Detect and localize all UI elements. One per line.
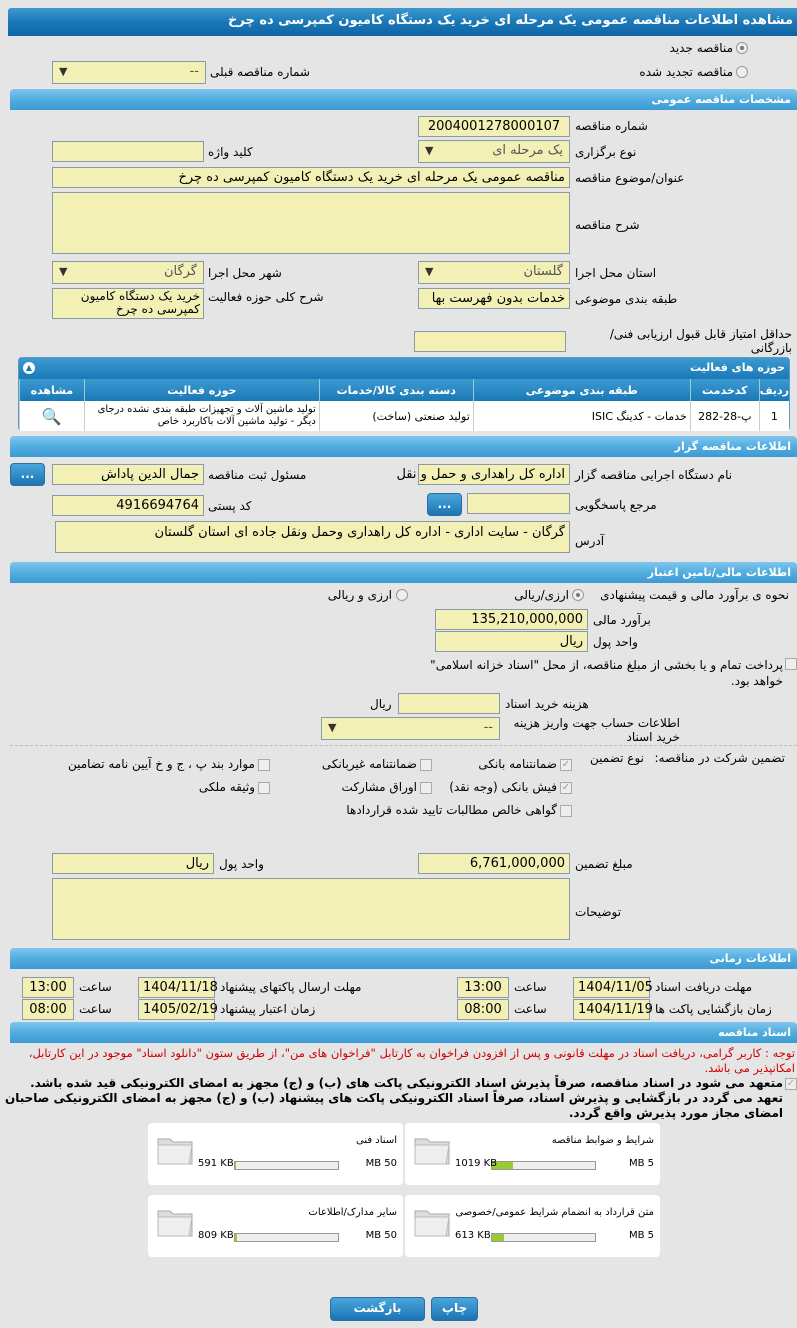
hold-type-label: نوع برگزاری [575,145,637,159]
doc-cost-label: هزینه خرید اسناد [505,697,589,711]
estimate-method-label: نحوه ی برآورد مالی و قیمت پیشنهادی [600,588,789,602]
treasury-checkbox[interactable] [785,658,797,670]
estimate-label: برآورد مالی [593,613,651,627]
province-select[interactable] [418,261,570,284]
doc-cost-unit: ریال [370,697,392,711]
currency-label: واحد پول [593,635,638,649]
subject-label: عنوان/موضوع مناقصه [575,171,685,185]
col-code: کدخدمت [690,379,759,401]
hour-label: ساعت [514,1002,547,1016]
document-size-bar [234,1161,339,1170]
document-max-size: 50 MB [365,1230,397,1241]
account-value: -- [483,720,493,735]
doc-deadline-label: مهلت دریافت اسناد [655,980,753,994]
guarantee-label: تضمین شرکت در مناقصه: [654,751,785,765]
document-name: اسناد فنی [356,1135,397,1146]
cell-view[interactable] [20,401,85,431]
guarantee-option-label: ضمانتنامه بانکی [478,757,557,771]
chevron-down-icon: ▼ [59,265,68,278]
activities-title: حوزه های فعالیت [690,361,785,374]
commitment-checkbox[interactable]: ✓ [786,1078,796,1089]
city-value: گرگان [163,264,197,279]
notes-label: توضیحات [575,905,622,919]
new-tender-label: مناقصه جدید [669,41,733,55]
guarantee-option-label: فیش بانکی (وجه نقد) [449,780,557,794]
guarantee-option-label: گواهی خالص مطالبات تایید شده قراردادها [346,803,557,817]
folder-icon[interactable] [413,1133,451,1167]
province-value: گلستان [523,264,563,279]
currency-mixed-label: ارزی و ریالی [327,588,392,602]
tender-number-field[interactable]: 2004001278000107 [418,116,570,137]
estimate-field[interactable]: 135,210,000,000 [435,609,588,630]
col-group: دسته بندی کالا/خدمات [319,379,473,401]
chevron-down-icon: ▼ [59,65,68,78]
validity-date-field[interactable]: 1405/02/19 [138,999,215,1020]
currency-field[interactable]: ریال [435,631,588,652]
doc-deadline-time-field[interactable]: 13:00 [457,977,509,998]
activities-header [19,358,789,379]
category-field[interactable]: خدمات بدون فهرست بها [418,288,570,309]
chevron-down-icon: ▼ [425,144,434,157]
currency-rial-label: ارزی/ریالی [514,588,569,602]
col-field: حوزه فعالیت [84,379,319,401]
guarantee-currency-label: واحد پول [219,857,264,871]
treasury-label: پرداخت تمام و یا بخشی از مبلغ مناقصه، از محل "اسناد خزانه اسلامی" خواهد بود. [430,658,783,688]
divider [10,745,797,746]
guarantee-option-checkbox[interactable]: ✓ [561,782,571,793]
document-size: 591 KB [198,1158,234,1169]
responsible-field[interactable]: جمال الدین پاداش [52,464,204,485]
guarantee-amount-field[interactable]: 6,761,000,000 [418,853,570,874]
validity-time-field[interactable]: 08:00 [22,999,74,1020]
guarantee-option-checkbox[interactable] [560,805,572,817]
col-view: مشاهده [20,379,85,401]
col-category: طبقه بندی موضوعی [473,379,690,401]
renewed-tender-label: مناقصه تجدید شده [639,65,733,79]
guarantee-type-label: نوع تضمین [590,751,644,765]
document-size-fill [492,1234,504,1241]
reference-label: مرجع پاسخگویی [575,498,657,512]
hour-label: ساعت [79,980,112,994]
print-button[interactable]: چاپ [431,1297,478,1321]
hold-type-value: یک مرحله ای [492,143,563,158]
send-deadline-field[interactable]: 1404/11/18 [138,977,215,998]
city-label: شهر محل اجرا [208,266,282,280]
folder-icon[interactable] [156,1205,194,1239]
back-button[interactable]: بازگشت [330,1297,425,1321]
page-title: مشاهده اطلاعات مناقصه عمومی یک مرحله ای خرید یک دستگاه کامیون کمپرسی ده چرخ [8,8,797,36]
guarantee-option-checkbox[interactable] [258,782,270,794]
guarantee-option-checkbox[interactable] [258,759,270,771]
cell-group: تولید صنعتی (ساخت) [319,401,473,431]
document-max-size: 5 MB [628,1158,654,1169]
address-textarea[interactable]: گرگان - سایت اداری - اداره کل راهداری وحمل ونقل جاده ای استان گلستان [55,521,570,553]
hour-label: ساعت [514,980,547,994]
city-select[interactable] [52,261,204,284]
doc-cost-field[interactable] [398,693,500,714]
cell-row: 1 [759,401,789,431]
document-file-box[interactable] [148,1123,403,1185]
validity-label: زمان اعتبار پیشنهاد [220,1002,316,1016]
keyword-field[interactable] [52,141,204,162]
description-textarea[interactable] [52,192,570,254]
address-label: آدرس [575,534,605,548]
chevron-down-icon: ▼ [425,265,434,278]
folder-icon[interactable] [156,1133,194,1167]
document-size-bar [491,1161,596,1170]
guarantee-option-checkbox[interactable]: ✓ [561,759,571,770]
description-label: شرح مناقصه [575,218,640,232]
activities-panel [18,357,790,431]
account-label: اطلاعات حساب جهت واریز هزینه خرید اسناد [513,716,680,744]
table-header-row [20,379,790,401]
guarantee-option-label: ضمانتنامه غیربانکی [321,757,417,771]
document-max-size: 50 MB [365,1158,397,1169]
opening-date-field[interactable]: 1404/11/19 [573,999,650,1020]
subject-field[interactable]: مناقصه عمومی یک مرحله ای خرید یک دستگاه کامیون کمپرسی ده چرخ [52,167,570,188]
document-size-bar [491,1233,596,1242]
currency-rial-radio[interactable] [572,589,584,601]
postal-code-field[interactable]: 4916694764 [52,495,204,516]
guarantee-option-label: وثیقه ملکی [198,780,255,794]
scope-textarea[interactable]: خرید یک دستگاه کامیون کمپرسی ده چرخ [52,288,204,319]
category-label: طبقه بندی موضوعی [575,292,678,306]
guarantee-option-label: اوراق مشارکت [341,780,417,794]
opening-time-field[interactable]: 08:00 [457,999,509,1020]
notes-textarea[interactable] [52,878,570,940]
guarantee-option-label: موارد بند پ ، ج و خ آیین نامه تضامین [67,757,255,771]
scope-label: شرح کلی حوزه فعالیت [208,290,324,304]
select-reference-button[interactable]: ... [427,493,462,516]
document-file-box[interactable] [405,1123,660,1185]
section-finance: اطلاعات مالی/تامین اعتبار [10,562,797,583]
cell-category: خدمات - کدینگ ISIC [473,401,690,431]
send-deadline-time-field[interactable]: 13:00 [22,977,74,998]
section-general: مشخصات مناقصه عمومی [10,89,797,110]
chevron-down-icon: ▼ [328,721,337,734]
document-size: 613 KB [455,1230,491,1241]
organization-field[interactable]: اداره کل راهداری و حمل و نقل [418,464,570,485]
section-timing: اطلاعات زمانی [10,948,797,969]
keyword-label: کلید واژه [208,145,253,159]
collapse-icon[interactable]: ▲ [23,362,35,374]
document-name: متن قرارداد به انضمام شرایط عمومی/خصوصی [455,1207,654,1218]
new-tender-radio[interactable] [736,42,748,54]
document-size: 1019 KB [455,1158,498,1169]
min-score-field[interactable] [414,331,566,352]
guarantee-option-checkbox[interactable] [420,782,432,794]
account-select[interactable] [321,717,500,740]
reference-field[interactable] [467,493,570,514]
postal-code-label: کد پستی [208,499,252,513]
organization-label: نام دستگاه اجرایی مناقصه گزار [575,468,733,482]
section-documents: اسناد مناقصه [10,1022,797,1043]
document-name: سایر مدارک/اطلاعات [308,1207,397,1218]
document-name: شرایط و ضوابط مناقصه [551,1135,654,1146]
send-deadline-label: مهلت ارسال پاکتهای پیشنهاد [220,980,362,994]
document-size: 809 KB [198,1230,234,1241]
opening-label: زمان بازگشایی پاکت ها [655,1002,772,1016]
renewed-tender-radio[interactable] [736,66,748,78]
view-document-icon[interactable]: 🔍 [41,406,62,426]
activities-table [19,379,789,431]
document-file-box[interactable] [405,1195,660,1257]
previous-tender-label: شماره مناقصه قبلی [210,65,310,79]
min-score-label: حداقل امتیاز قابل قبول ارزیابی فنی/بازرگانی [609,327,792,355]
cell-code: پ-28-282 [690,401,759,431]
col-row: ردیف [759,379,789,401]
folder-icon[interactable] [413,1205,451,1239]
previous-tender-select[interactable] [52,61,206,84]
document-size-fill [235,1234,237,1241]
cell-field: تولید ماشین آلات و تجهیزات طبقه بندی نشده درجای دیگر - تولید ماشین آلات باکاربرد خاص [84,401,319,431]
document-size-bar [234,1233,339,1242]
document-file-box[interactable] [148,1195,403,1257]
commitment-text: متعهد می شود در اسناد مناقصه، صرفاً پذیرش اسناد الکترونیکی پاکت های (ب) و (ج) مجهز به امضای الکترونیکی قید شده باشد. تعهد می گردد در بازگشایی و پذیرش اسناد، صرفاً اسناد الکترونیکی پاکت های پیشنهاد (ب) و (ج) مجهز به امضای الکترونیکی صاحبان امضای مجاز مورد پذیرش واقع گردد. [4,1076,783,1120]
hour-label: ساعت [79,1002,112,1016]
guarantee-option-checkbox[interactable] [420,759,432,771]
document-size-fill [235,1162,236,1169]
documents-notice: توجه : کاربر گرامی، دریافت اسناد در مهلت قانونی و پس از افزودن فراخوان به کارتابل "فراخوان های من"، از طریق ستون "دانلود اسناد" موجود در این کارتابل، امکانپذیر می باشد. [28,1046,795,1075]
section-organizer: اطلاعات مناقصه گزار [10,436,797,457]
table-row [20,401,790,431]
document-max-size: 5 MB [628,1230,654,1241]
responsible-label: مسئول ثبت مناقصه [208,468,307,482]
guarantee-currency-field[interactable]: ریال [52,853,214,874]
province-label: استان محل اجرا [575,266,657,280]
tender-number-label: شماره مناقصه [575,119,648,133]
currency-mixed-radio[interactable] [396,589,408,601]
hold-type-select[interactable] [418,140,570,163]
previous-tender-value: -- [189,64,199,79]
doc-deadline-field[interactable]: 1404/11/05 [573,977,650,998]
select-responsible-button[interactable]: ... [10,463,45,486]
guarantee-amount-label: مبلغ تضمین [575,857,633,871]
